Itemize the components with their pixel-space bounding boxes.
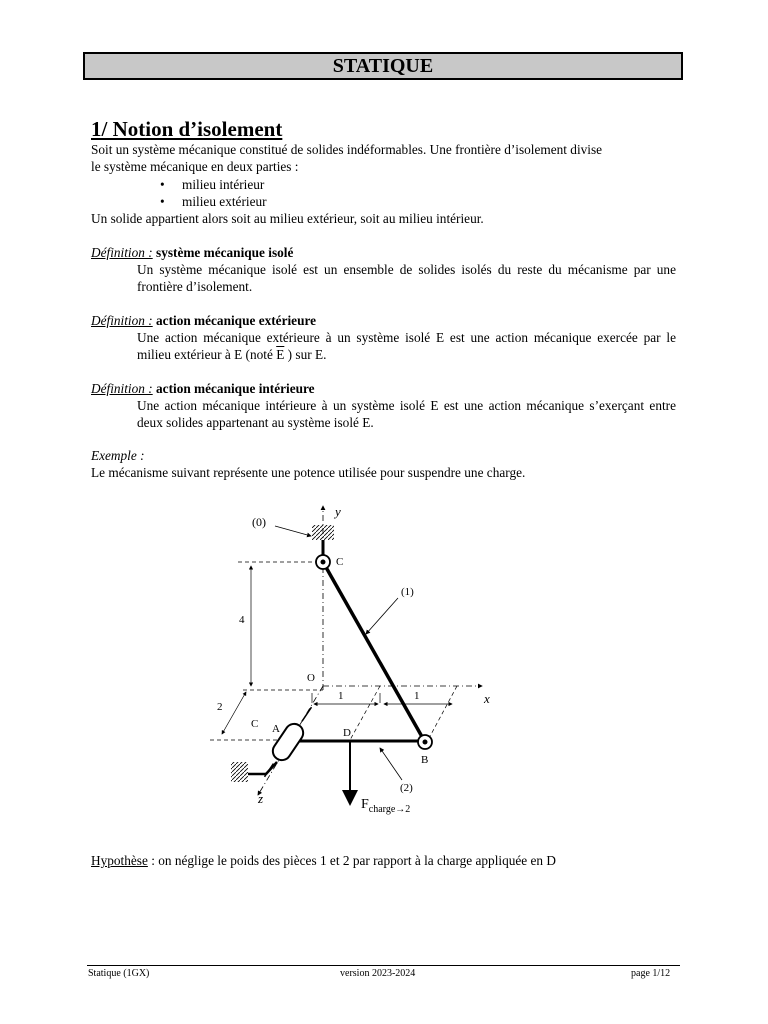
footer-rule bbox=[87, 965, 680, 966]
point-d: D bbox=[343, 727, 351, 739]
definition-2-heading bbox=[91, 312, 316, 329]
label-1-leader bbox=[366, 598, 398, 634]
hypothesis-text: : on néglige le poids des pièces 1 et 2 par rapport à la charge appliquée en D bbox=[147, 853, 556, 868]
definition-3-body: Une action mécanique intérieure à un système isolé E est une action mécanique s’exerçant entre deux solides appartenant au système isolé E. bbox=[137, 398, 676, 430]
section-heading: 1/ Notion d’isolement bbox=[91, 117, 283, 141]
definition-3-label: Définition : bbox=[91, 381, 153, 396]
document-title: STATIQUE bbox=[83, 52, 683, 80]
definition-1-term: système mécanique isolé bbox=[156, 245, 294, 260]
definition-1-label: Définition : bbox=[91, 245, 153, 260]
axis-y-label: y bbox=[335, 504, 341, 519]
ground-support-left bbox=[231, 762, 248, 782]
footer-left: Statique (1GX) bbox=[88, 968, 150, 979]
example-label: Exemple : bbox=[91, 448, 145, 463]
dimension-2 bbox=[222, 692, 246, 734]
mechanism-figure bbox=[0, 490, 768, 830]
complement-symbol: $\overline{E}$ bbox=[276, 347, 285, 362]
dim-2-label: 2 bbox=[217, 701, 223, 713]
point-c-left: C bbox=[251, 718, 259, 730]
force-label bbox=[361, 797, 410, 815]
axis-x-label: x bbox=[484, 691, 490, 706]
example-text: Le mécanisme suivant représente une potence utilisée pour suspendre une charge. bbox=[91, 465, 526, 480]
intro-line-1: Soit un système mécanique constitué de solides indéformables. Une frontière d’isolement divise bbox=[91, 142, 603, 157]
label-1: (1) bbox=[401, 586, 414, 598]
dim-1a-label: 1 bbox=[338, 690, 344, 702]
intro-line-2: le système mécanique en deux parties : bbox=[91, 159, 299, 174]
axis-z-label: z bbox=[258, 791, 264, 806]
definition-3-heading bbox=[91, 380, 315, 397]
definition-1-body: Un système mécanique isolé est un ensemble de solides isolés du reste du mécanisme par une frontière d’isolement. bbox=[137, 262, 676, 294]
footer-center: version 2023-2024 bbox=[340, 968, 416, 979]
label-2: (2) bbox=[400, 782, 413, 794]
force-main: F bbox=[361, 797, 369, 812]
hypothesis bbox=[91, 852, 556, 869]
dim-4-label: 4 bbox=[239, 614, 245, 626]
definition-2-term: action mécanique extérieure bbox=[156, 313, 317, 328]
point-b: B bbox=[421, 754, 429, 766]
definition-2-label: Définition : bbox=[91, 313, 153, 328]
label-2-leader bbox=[380, 748, 402, 780]
force-subscript: charge→2 bbox=[368, 804, 411, 815]
definition-2-body: Une action mécanique extérieure à un système isolé E est une action mécanique exercée par le milieu extérieur à E (noté $\overline{E}$ ) sur E. bbox=[137, 330, 676, 362]
bullet-item-interior: • milieu intérieur bbox=[160, 177, 265, 192]
definition-3-term: action mécanique intérieure bbox=[156, 381, 315, 396]
point-o: O bbox=[307, 672, 315, 684]
label-0: (0) bbox=[252, 515, 266, 529]
point-c-top: C bbox=[336, 556, 344, 568]
dim-1b-label: 1 bbox=[414, 690, 420, 702]
intro-after: Un solide appartient alors soit au milieu extérieur, soit au milieu intérieur. bbox=[91, 211, 484, 226]
ground-support-top bbox=[312, 525, 334, 540]
hypothesis-label: Hypothèse bbox=[91, 853, 148, 868]
definition-1-heading bbox=[91, 244, 293, 261]
point-a: A bbox=[272, 723, 280, 735]
label-0-leader bbox=[275, 526, 311, 536]
bullet-item-exterior: • milieu extérieur bbox=[160, 194, 267, 209]
footer-right: page 1/12 bbox=[631, 968, 671, 979]
